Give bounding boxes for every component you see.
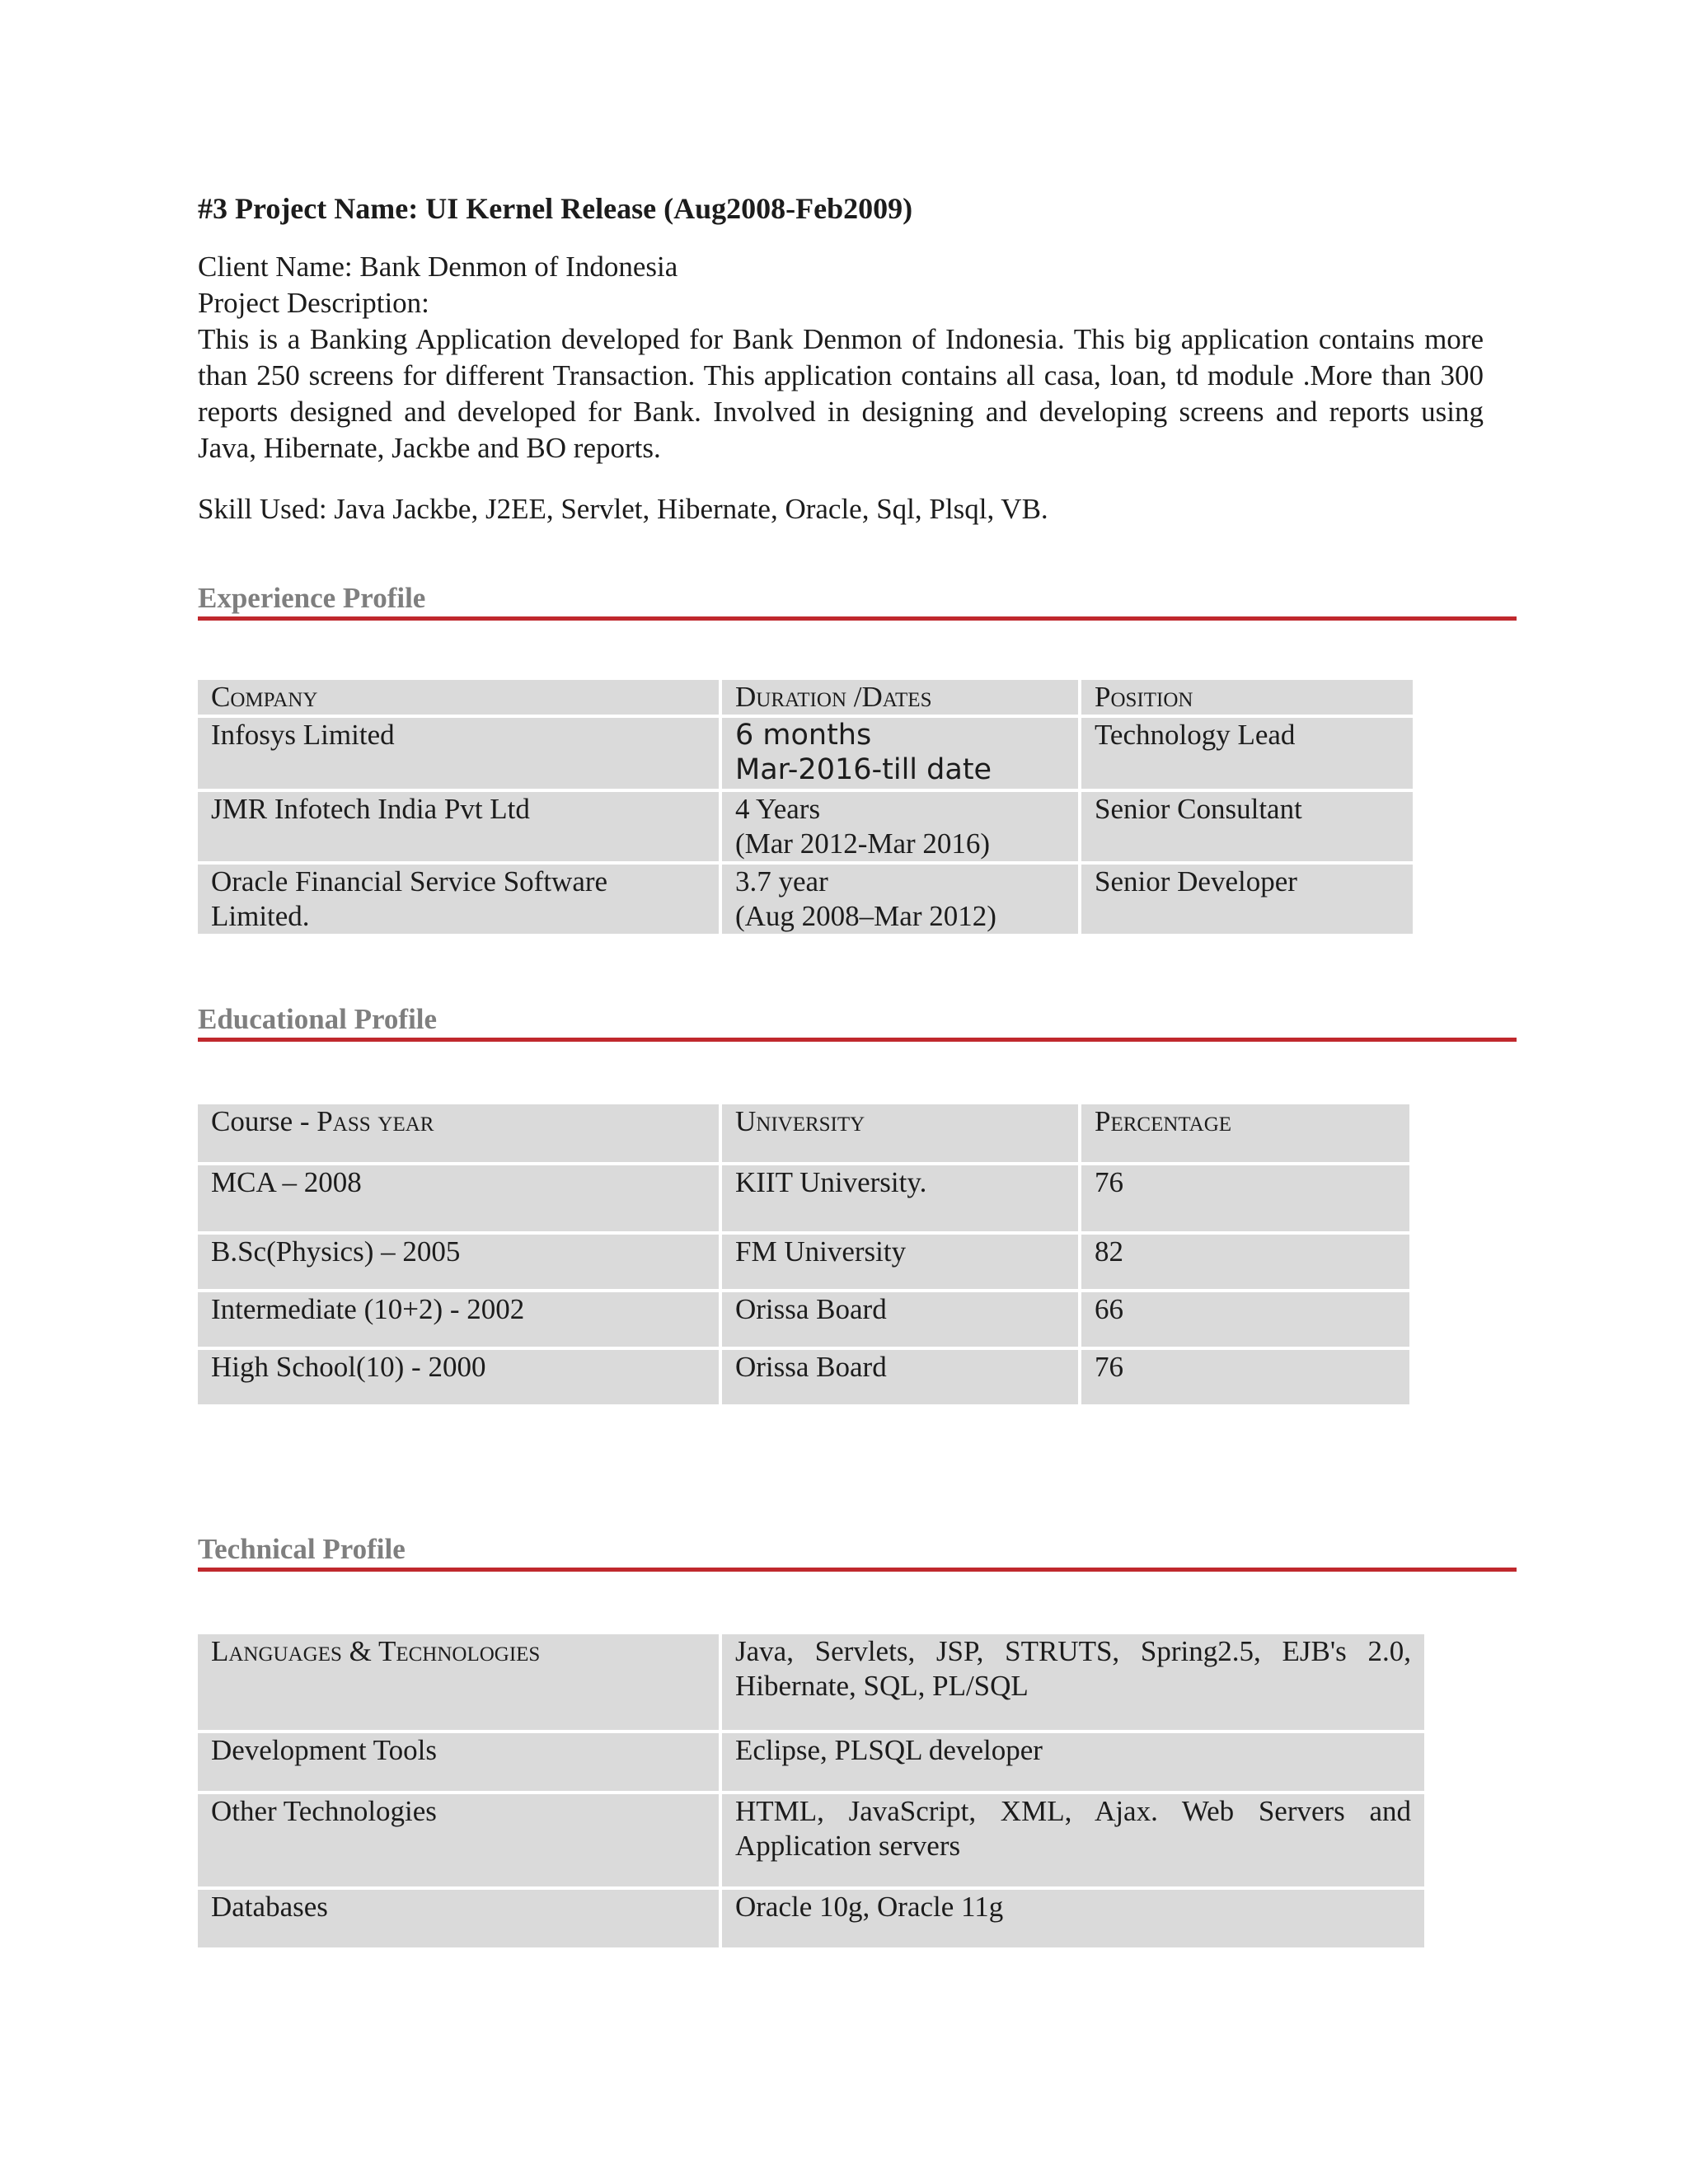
header-course-label: Course [211, 1105, 293, 1137]
duration-length: 4 Years [735, 793, 821, 825]
duration-cell [722, 865, 1078, 934]
duration-cell [722, 718, 1078, 789]
table-row [198, 718, 1413, 789]
university-cell: KIIT University. [722, 1165, 1078, 1231]
university-cell: FM University [722, 1235, 1078, 1289]
duration-length: 3.7 year [735, 865, 828, 898]
header-percentage: Percentage [1081, 1104, 1409, 1162]
education-header-row [198, 1104, 1409, 1162]
tech-value-cell: Oracle 10g, Oracle 11g [722, 1890, 1424, 1947]
tech-value-cell: Java, Servlets, JSP, STRUTS, Spring2.5, EJB's 2.0, Hibernate, SQL, PL/SQL [722, 1634, 1424, 1730]
header-course [198, 1104, 719, 1162]
education-heading: Educational Profile [198, 1001, 1517, 1042]
header-company: Company [198, 680, 719, 715]
technical-heading: Technical Profile [198, 1531, 1517, 1572]
experience-table [195, 677, 1416, 937]
percentage-cell: 82 [1081, 1235, 1409, 1289]
duration-dates: Mar-2016-till date [735, 753, 992, 786]
table-row [198, 1634, 1424, 1730]
tech-value-cell: Eclipse, PLSQL developer [722, 1733, 1424, 1791]
table-row [198, 1235, 1409, 1289]
university-cell: Orissa Board [722, 1292, 1078, 1347]
client-name: Client Name: Bank Denmon of Indonesia [198, 251, 678, 283]
position-cell: Senior Consultant [1081, 792, 1413, 861]
company-cell: JMR Infotech India Pvt Ltd [198, 792, 719, 861]
tech-label-cell: Languages & Technologies [198, 1634, 719, 1730]
table-row [198, 1350, 1409, 1404]
table-row [198, 792, 1413, 861]
tech-label-cell: Databases [198, 1890, 719, 1947]
company-cell: Oracle Financial Service Software Limited. [198, 865, 719, 934]
tech-label-cell: Other Technologies [198, 1794, 719, 1886]
project-description: This is a Banking Application developed for Bank Denmon of Indonesia. This big application contains more than 250 screens for different Transaction. This application contains all casa, loan, td module .More than 300 reports designed and developed for Bank. Involved in designing and developing screens and reports using Java, Hibernate, Jackbe and BO reports. [198, 323, 1484, 464]
duration-dates: (Mar 2012-Mar 2016) [735, 827, 991, 860]
table-row [198, 1292, 1409, 1347]
course-cell: Intermediate (10+2) - 2002 [198, 1292, 719, 1347]
percentage-cell: 76 [1081, 1350, 1409, 1404]
course-cell: High School(10) - 2000 [198, 1350, 719, 1404]
skills-used: Skill Used: Java Jackbe, J2EE, Servlet, Hibernate, Oracle, Sql, Plsql, VB. [198, 493, 1048, 525]
duration-dates: (Aug 2008–Mar 2012) [735, 900, 996, 932]
duration-length: 6 months [735, 719, 872, 752]
table-row [198, 1794, 1424, 1886]
header-university: University [722, 1104, 1078, 1162]
percentage-cell: 66 [1081, 1292, 1409, 1347]
experience-heading: Experience Profile [198, 580, 1517, 621]
technical-table [195, 1631, 1428, 1951]
header-duration: Duration /Dates [722, 680, 1078, 715]
project-title: #3 Project Name: UI Kernel Release (Aug2008-Feb2009) [198, 192, 913, 225]
company-cell: Infosys Limited [198, 718, 719, 789]
course-cell: B.Sc(Physics) – 2005 [198, 1235, 719, 1289]
header-pass-year: - Pass year [299, 1105, 434, 1137]
resume-page [198, 190, 1517, 1951]
header-position: Position [1081, 680, 1413, 715]
position-cell: Technology Lead [1081, 718, 1413, 789]
education-table [195, 1101, 1413, 1408]
table-row [198, 1733, 1424, 1791]
university-cell: Orissa Board [722, 1350, 1078, 1404]
experience-header-row [198, 680, 1413, 715]
course-cell: MCA – 2008 [198, 1165, 719, 1231]
project-description-label: Project Description: [198, 287, 429, 319]
duration-cell [722, 792, 1078, 861]
percentage-cell: 76 [1081, 1165, 1409, 1231]
table-row [198, 1165, 1409, 1231]
tech-label-cell: Development Tools [198, 1733, 719, 1791]
table-row [198, 865, 1413, 934]
tech-value-cell: HTML, JavaScript, XML, Ajax. Web Servers and Application servers [722, 1794, 1424, 1886]
position-cell: Senior Developer [1081, 865, 1413, 934]
table-row [198, 1890, 1424, 1947]
